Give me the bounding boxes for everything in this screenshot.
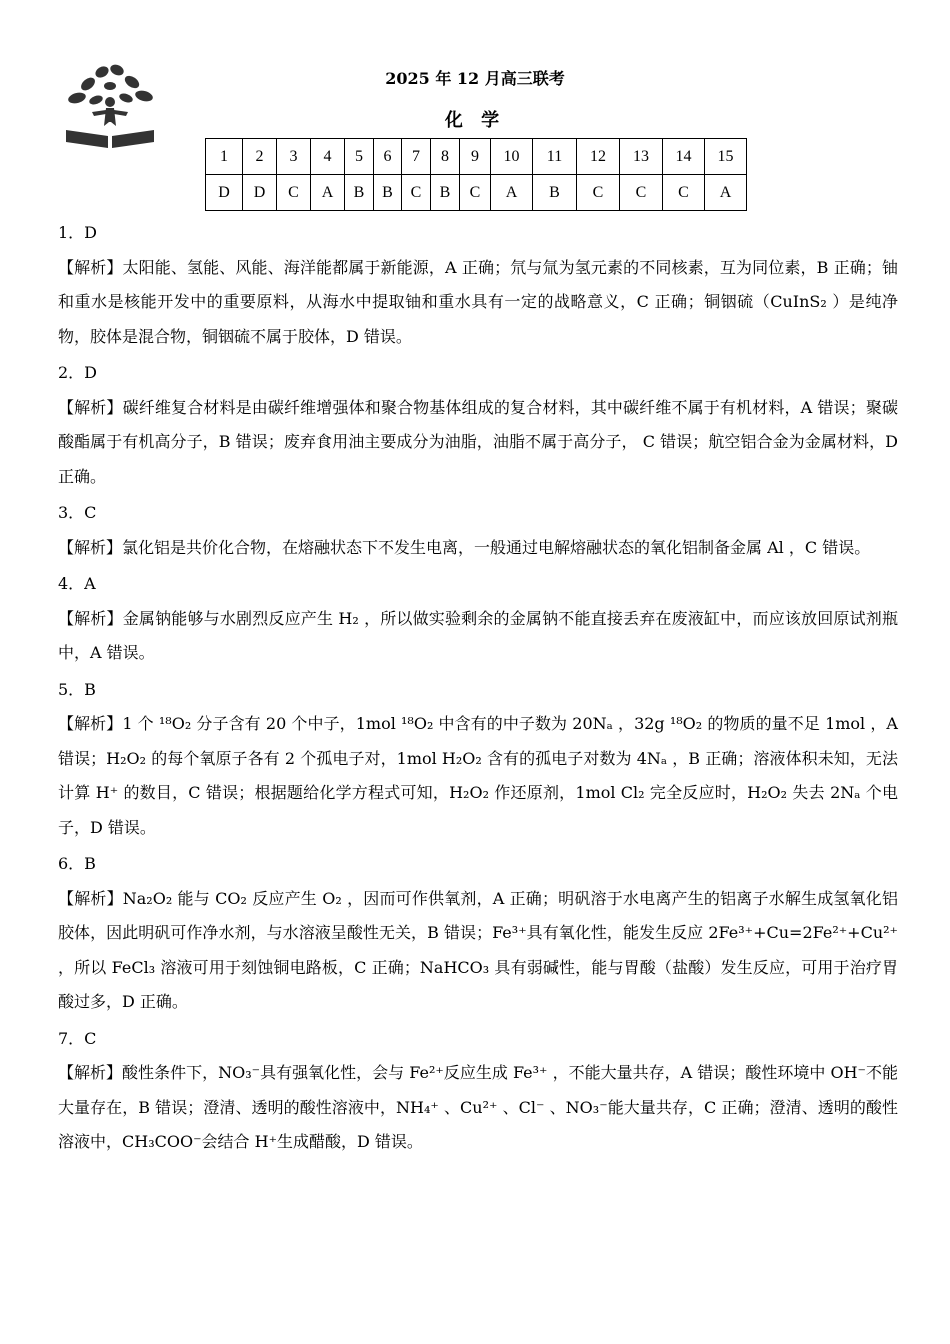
question-number-cell: 11 — [533, 139, 577, 175]
question-number-cell: 4 — [311, 139, 345, 175]
explanation-tag: 【解析】 — [58, 888, 123, 908]
explanation-text: 碳纤维复合材料是由碳纤维增强体和聚合物基体组成的复合材料，其中碳纤维不属于有机材料，A 错误；聚碳酸酯属于有机高分子，B 错误；废弃食用油主要成分为油脂，油脂不属于高分子， C 错误；航空铝合金为金属材料，D 正确。 — [58, 397, 898, 486]
question-number-cell: 10 — [491, 139, 533, 175]
question-explanation — [58, 531, 898, 566]
question-number: 3．C — [58, 503, 97, 522]
answer-cell: A — [311, 175, 345, 211]
question-explanation — [58, 882, 898, 1020]
answer-cell: C — [277, 175, 311, 211]
answer-table-number-row — [206, 139, 747, 175]
question-number-cell: 3 — [277, 139, 311, 175]
solutions-list — [58, 216, 898, 1162]
question-number-cell: 6 — [374, 139, 402, 175]
question-number-cell: 5 — [345, 139, 374, 175]
answer-table-answer-row — [206, 175, 747, 211]
answer-cell: B — [345, 175, 374, 211]
answer-cell: D — [243, 175, 277, 211]
question-explanation — [58, 602, 898, 671]
question-number: 5．B — [58, 679, 96, 699]
answer-cell: B — [431, 175, 460, 211]
answer-table — [205, 138, 747, 211]
answer-cell: B — [374, 175, 402, 211]
question-number-cell: 13 — [620, 139, 663, 175]
question-number-cell: 1 — [206, 139, 243, 175]
explanation-text: 氯化铝是共价化合物，在熔融状态下不发生电离，一般通过电解熔融状态的氧化铝制备金属 Al ，C 错误。 — [122, 537, 871, 557]
explanation-tag: 【解析】 — [58, 257, 123, 277]
answer-cell: C — [577, 175, 620, 211]
question-number-cell: 15 — [705, 139, 747, 175]
explanation-text: Na₂O₂ 能与 CO₂ 反应产生 O₂ ，因而可作供氧剂，A 正确；明矾溶于水电离产生的铝离子水解生成氢氧化铝胶体，因此明矾可作净水剂，与水溶液呈酸性无关，B 错误；Fe³⁺具有氧化性，能发生反应 2Fe³⁺+Cu=2Fe²⁺+Cu²⁺ ，所以 FeCl₃ 溶液可用于刻蚀铜电路板，C 正确；NaHCO₃ 具有弱碱性，能与胃酸（盐酸）发生反应，可用于治疗胃酸过多，D 正确。 — [58, 888, 898, 1011]
explanation-tag: 【解析】 — [58, 397, 123, 417]
question-number: 1．D — [58, 223, 98, 242]
explanation-text: 金属钠能够与水剧烈反应产生 H₂ ，所以做实验剩余的金属钠不能直接丢弃在废液缸中，而应该放回原试剂瓶中，A 错误。 — [58, 608, 898, 662]
question-explanation — [58, 391, 898, 495]
subject-title: 化 学 — [444, 110, 506, 131]
explanation-tag: 【解析】 — [58, 608, 123, 628]
answer-cell: C — [620, 175, 663, 211]
question-number-cell: 9 — [460, 139, 491, 175]
question-number-cell: 7 — [402, 139, 431, 175]
answer-cell: D — [206, 175, 243, 211]
question-number: 7．C — [58, 1028, 97, 1048]
question-number-cell: 8 — [431, 139, 460, 175]
answer-cell: A — [491, 175, 533, 211]
answer-cell: C — [663, 175, 705, 211]
answer-cell: C — [460, 175, 491, 211]
question-explanation — [58, 1056, 898, 1160]
explanation-tag: 【解析】 — [58, 714, 123, 733]
question-number: 6．B — [58, 854, 96, 873]
question-number-cell: 2 — [243, 139, 277, 175]
question-number: 2．D — [58, 363, 98, 382]
explanation-text: 太阳能、氢能、风能、海洋能都属于新能源，A 正确；氘与氚为氢元素的不同核素，互为同位素，B 正确；铀和重水是核能开发中的重要原料，从海水中提取铀和重水具有一定的战略意义，C 正确；铜铟硫（CuInS₂ ）是纯净物，胶体是混合物，铜铟硫不属于胶体，D 错误。 — [58, 257, 898, 346]
explanation-text: 1 个 ¹⁸O₂ 分子含有 20 个中子，1mol ¹⁸O₂ 中含有的中子数为 20Nₐ ，32g ¹⁸O₂ 的物质的量不足 1mol ，A 错误；H₂O₂ 的每个氧原子各有 2 个孤电子对，1mol H₂O₂ 含有的孤电子对数为 4Nₐ ，B 正确；溶液体积未知，无法计算 H⁺ 的数目，C 错误；根据题给化学方程式可知，H₂O₂ 作还原剂，1mol Cl₂ 完全反应时，H₂O₂ 失去 2Nₐ 个电子，D 错误。 — [58, 714, 898, 837]
explanation-tag: 【解析】 — [58, 1063, 123, 1082]
question-explanation — [58, 707, 898, 845]
exam-title: 2025 年 12 月高三联考 — [385, 69, 565, 88]
answer-cell: B — [533, 175, 577, 211]
explanation-text: 酸性条件下，NO₃⁻具有强氧化性，会与 Fe²⁺反应生成 Fe³⁺ ，不能大量共存，A 错误；酸性环境中 OH⁻不能大量存在，B 错误；澄清、透明的酸性溶液中，NH₄⁺ 、Cu²⁺ 、Cl⁻ 、NO₃⁻能大量共存，C 正确；澄清、透明的酸性溶液中，CH₃COO⁻会结合 H⁺生成醋酸，D 错误。 — [58, 1063, 898, 1151]
question-number-cell: 12 — [577, 139, 620, 175]
answer-cell: C — [402, 175, 431, 211]
question-explanation — [58, 251, 898, 355]
answer-cell: A — [705, 175, 747, 211]
explanation-tag: 【解析】 — [58, 537, 123, 557]
question-number: 4．A — [58, 574, 96, 593]
question-number-cell: 14 — [663, 139, 705, 175]
